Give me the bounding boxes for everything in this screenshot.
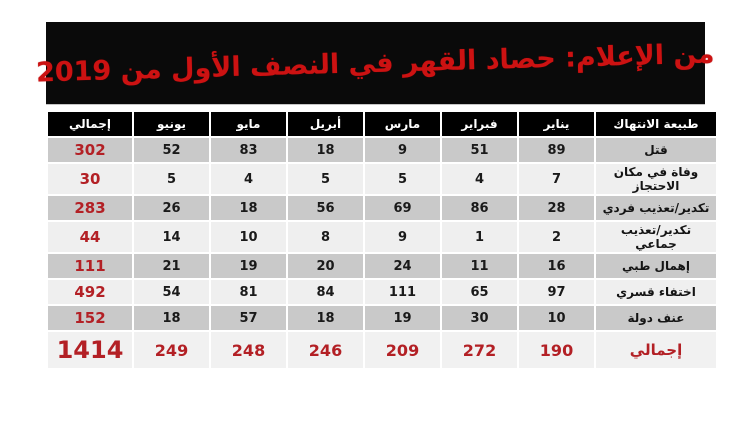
table-row	[48, 222, 716, 252]
table-row	[48, 254, 716, 278]
value-cell: 18	[288, 306, 363, 330]
header-cell-0: طبيعة الانتهاك	[596, 112, 716, 136]
value-cell: 4	[442, 164, 517, 194]
totals-value-cell: 190	[519, 332, 594, 368]
value-cell: 8	[288, 222, 363, 252]
row-total-cell: 302	[48, 138, 132, 162]
table-header-row	[48, 112, 716, 136]
value-cell: 21	[134, 254, 209, 278]
value-cell: 24	[365, 254, 440, 278]
header-cell-4: أبريل	[288, 112, 363, 136]
value-cell: 11	[442, 254, 517, 278]
header-cell-2: فبراير	[442, 112, 517, 136]
value-cell: 97	[519, 280, 594, 304]
row-label-cell: وفاة في مكان الاحتجاز	[596, 164, 716, 194]
value-cell: 5	[365, 164, 440, 194]
row-total-cell: 152	[48, 306, 132, 330]
table-body	[48, 138, 716, 368]
row-label-cell: إهمال طبي	[596, 254, 716, 278]
row-label-cell: تكدير/تعذيب فردي	[596, 196, 716, 220]
value-cell: 57	[211, 306, 286, 330]
value-cell: 9	[365, 222, 440, 252]
value-cell: 19	[211, 254, 286, 278]
violations-table	[46, 110, 718, 370]
row-label-cell: عنف دولة	[596, 306, 716, 330]
value-cell: 52	[134, 138, 209, 162]
value-cell: 20	[288, 254, 363, 278]
value-cell: 10	[519, 306, 594, 330]
totals-label-cell: إجمالي	[596, 332, 716, 368]
value-cell: 18	[288, 138, 363, 162]
table-row	[48, 196, 716, 220]
totals-value-cell: 272	[442, 332, 517, 368]
header-cell-3: مارس	[365, 112, 440, 136]
row-label-cell: اختفاء قسري	[596, 280, 716, 304]
value-cell: 54	[134, 280, 209, 304]
totals-row	[48, 332, 716, 368]
value-cell: 19	[365, 306, 440, 330]
value-cell: 69	[365, 196, 440, 220]
value-cell: 83	[211, 138, 286, 162]
value-cell: 81	[211, 280, 286, 304]
totals-value-cell: 249	[134, 332, 209, 368]
value-cell: 4	[211, 164, 286, 194]
header-cell-5: مايو	[211, 112, 286, 136]
table-row	[48, 164, 716, 194]
table-row	[48, 280, 716, 304]
row-total-cell: 44	[48, 222, 132, 252]
value-cell: 28	[519, 196, 594, 220]
value-cell: 16	[519, 254, 594, 278]
header-cell-7: إجمالي	[48, 112, 132, 136]
slide-title: من الإعلام: حصاد القهر في النصف الأول من 2019	[35, 38, 716, 88]
value-cell: 86	[442, 196, 517, 220]
value-cell: 56	[288, 196, 363, 220]
row-total-cell: 283	[48, 196, 132, 220]
value-cell: 26	[134, 196, 209, 220]
grand-total-cell: 1414	[48, 332, 132, 368]
value-cell: 18	[134, 306, 209, 330]
value-cell: 89	[519, 138, 594, 162]
value-cell: 65	[442, 280, 517, 304]
row-total-cell: 111	[48, 254, 132, 278]
totals-value-cell: 209	[365, 332, 440, 368]
totals-value-cell: 246	[288, 332, 363, 368]
totals-value-cell: 248	[211, 332, 286, 368]
title-banner	[35, 22, 716, 104]
value-cell: 84	[288, 280, 363, 304]
row-label-cell: قتل	[596, 138, 716, 162]
table-row	[48, 306, 716, 330]
value-cell: 5	[134, 164, 209, 194]
header-cell-6: يونيو	[134, 112, 209, 136]
value-cell: 1	[442, 222, 517, 252]
value-cell: 10	[211, 222, 286, 252]
value-cell: 9	[365, 138, 440, 162]
value-cell: 30	[442, 306, 517, 330]
value-cell: 111	[365, 280, 440, 304]
row-total-cell: 492	[48, 280, 132, 304]
header-cell-1: يناير	[519, 112, 594, 136]
value-cell: 2	[519, 222, 594, 252]
value-cell: 14	[134, 222, 209, 252]
value-cell: 5	[288, 164, 363, 194]
row-label-cell: تكدير/تعذيب جماعي	[596, 222, 716, 252]
value-cell: 51	[442, 138, 517, 162]
row-total-cell: 30	[48, 164, 132, 194]
value-cell: 7	[519, 164, 594, 194]
table-row	[48, 138, 716, 162]
value-cell: 18	[211, 196, 286, 220]
